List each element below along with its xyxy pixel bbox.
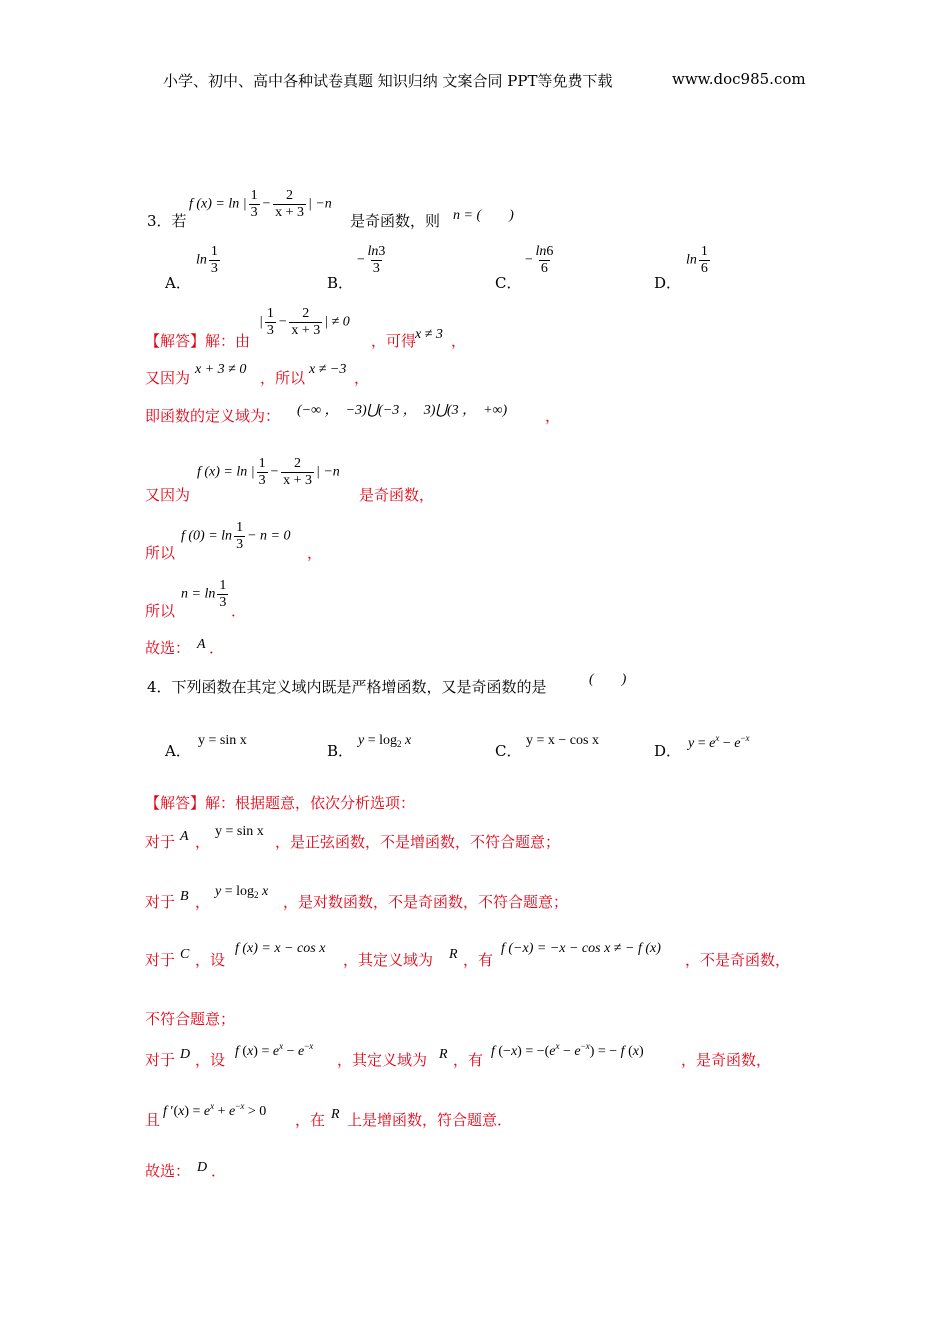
q4-solution-line-e: 且 f $'(x) = e^x + e^{-x} > 0$ ，在 R 上是增函数，符合题意． — [145, 1101, 513, 1129]
q4-solution-line-a: 对于 A ， y = sin x ，是正弦函数，不是增函数，不符合题意； — [145, 824, 561, 851]
q3-solution-line-5: 所以 f (0) = ln $\frac{1}{3}$ − n = 0 ， — [145, 520, 323, 562]
q4-option-b-math: $y = \log_2 x$ — [358, 733, 412, 749]
q3-option-b-label: B． — [327, 274, 354, 292]
q3-solution-line-2: 又因为 x + 3 ≠ 0 ，所以 x ≠ −3 ， — [145, 362, 370, 387]
q4-option-c-math: y = x − cos x — [526, 733, 599, 748]
q4-stem: 4．下列函数在其定义域内既是严格增函数，又是奇函数的是 ( ) — [147, 672, 627, 696]
q4-option-d-label: D． — [654, 742, 682, 760]
q3-option-a-math: ln $\frac{1}{3}$ — [196, 244, 218, 276]
q3-option-c-label: C． — [495, 274, 522, 292]
q4-option-a-math: y = sin x — [198, 733, 247, 748]
q3-solution-line-1: 【解答】 解：由 | $\frac{1}{3}$ − $\frac{2}{x + 3}$ | ≠ 0 ，可得 x ≠ 3 ， — [145, 306, 467, 350]
header-left: 小学、初中、高中各种试卷真题 知识归纳 文案合同 PPT等免费下载 — [163, 72, 613, 90]
q3-solution-line-4: 又因为 f (x) = ln | $\frac{1}{3}$ − $\frac{2}{x + 3}$ | −n 是奇函数， — [145, 456, 435, 504]
q4-solution-line-b: 对于 B ， $y = \log_2 x$ ，是对数函数，不是奇函数，不符合题意； — [145, 884, 569, 911]
q4-option-d-math: $y = e^x - e^{-x}$ — [688, 733, 750, 751]
q3-option-d-math: ln $\frac{1}{6}$ — [686, 244, 708, 276]
q4-option-c-label: C． — [495, 742, 522, 760]
q4-solution-line-1: 【解答】 解：根据题意，依次分析选项： — [145, 794, 416, 812]
q3-solution-line-6: 所以 n = ln $\frac{1}{3}$ ． — [145, 578, 247, 620]
q4-option-a-label: A． — [165, 742, 191, 760]
q4-solution-line-d: 对于 D ，设 f $(x) = e^x - e^{-x}$ ，其定义域为 R ，有 f $(-x) = -(e^x - e^{-x})$ = − f (x) ，是奇函数， — [145, 1041, 772, 1069]
q4-option-b-label: B． — [327, 742, 354, 760]
q3-function-formula: f (x) = ln | $\frac{1}{3}$ − $\frac{2}{x + 3}$ | −n — [189, 188, 332, 220]
header-url[interactable]: www.doc985.com — [672, 70, 806, 88]
q3-option-c-math: − $\frac{\ln 6}{6}$ — [524, 244, 554, 276]
q3-option-a-label: A． — [165, 274, 191, 292]
q4-solution-line-c: 对于 C ，设 f (x) = x − cos x ，其定义域为 R ，有 f (−x) = −x − cos x ≠ − f (x) ，不是奇函数， — [145, 941, 791, 969]
q4-solution-line-c2: 不符合题意； — [145, 1010, 236, 1028]
q3-option-b-math: − $\frac{\ln 3}{3}$ — [356, 244, 386, 276]
q3-solution-line-3: 即函数的定义域为： (−∞ ， −3)⋃(−3 ， 3)⋃(3 ， +∞) ， — [145, 403, 561, 425]
q4-answer: 故选： D ． — [145, 1160, 227, 1180]
q3-option-d-label: D． — [654, 274, 682, 292]
q3-answer: 故选： A ． — [145, 637, 225, 657]
